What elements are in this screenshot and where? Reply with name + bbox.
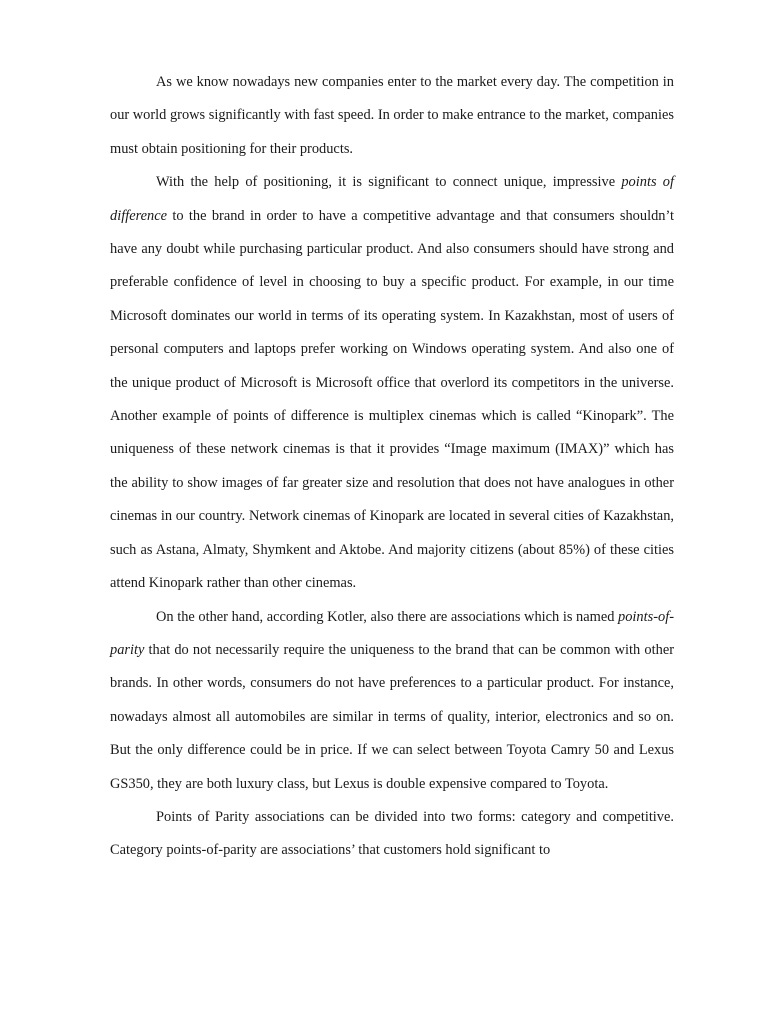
emphasis-term: points-of-parity <box>110 608 674 658</box>
paragraph-intro <box>110 66 674 166</box>
emphasis-term: points of difference <box>110 174 674 224</box>
paragraph-text: to the brand in order to have a competitive advantage and that consumers shouldn’t have any doubt while purchasing particular product. And also consumers should have strong and preferable confidence of level in choosing to buy a specific product. For example, in our time Microsoft dominates our world in terms of its operating system. In Kazakhstan, most of users of personal computers and laptops prefer working on Windows operating system. And also one of the unique product of Microsoft is Microsoft office that overlord its competitors in the universe. Another example of points of difference is multiplex cinemas which is called “Kinopark”. The uniqueness of these network cinemas is that it provides “Image maximum (IMAX)” which has the ability to show images of far greater size and resolution that does not have analogues in other cinemas in our country. Network cinemas of Kinopark are located in several cities of Kazakhstan, such as Astana, Almaty, Shymkent and Aktobe. And majority citizens (about 85%) of these cities attend Kinopark rather than other cinemas. <box>110 207 674 592</box>
document-page <box>110 66 674 868</box>
paragraph-text: that do not necessarily require the uniqueness to the brand that can be common with other brands. In other words, consumers do not have preferences to a particular product. For instance, nowadays almost all automobiles are similar in terms of quality, interior, electronics and so on. But the only difference could be in price. If we can select between Toyota Camry 50 and Lexus GS350, they are both luxury class, but Lexus is double expensive compared to Toyota. <box>110 641 674 792</box>
paragraph-text: On the other hand, according Kotler, also there are associations which is named <box>156 608 619 625</box>
paragraph-points-of-parity <box>110 601 674 801</box>
paragraph-parity-forms <box>110 801 674 868</box>
paragraph-text: With the help of positioning, it is significant to connect unique, impressive <box>156 174 622 191</box>
paragraph-text: As we know nowadays new companies enter to the market every day. The competition in our world grows significantly with fast speed. In order to make entrance to the market, companies must obtain positioning for their products. <box>110 74 674 157</box>
paragraph-points-of-difference <box>110 166 674 600</box>
paragraph-text: Points of Parity associations can be divided into two forms: category and competitive. Category points-of-parity are associations’ that customers hold significant to <box>110 808 674 859</box>
